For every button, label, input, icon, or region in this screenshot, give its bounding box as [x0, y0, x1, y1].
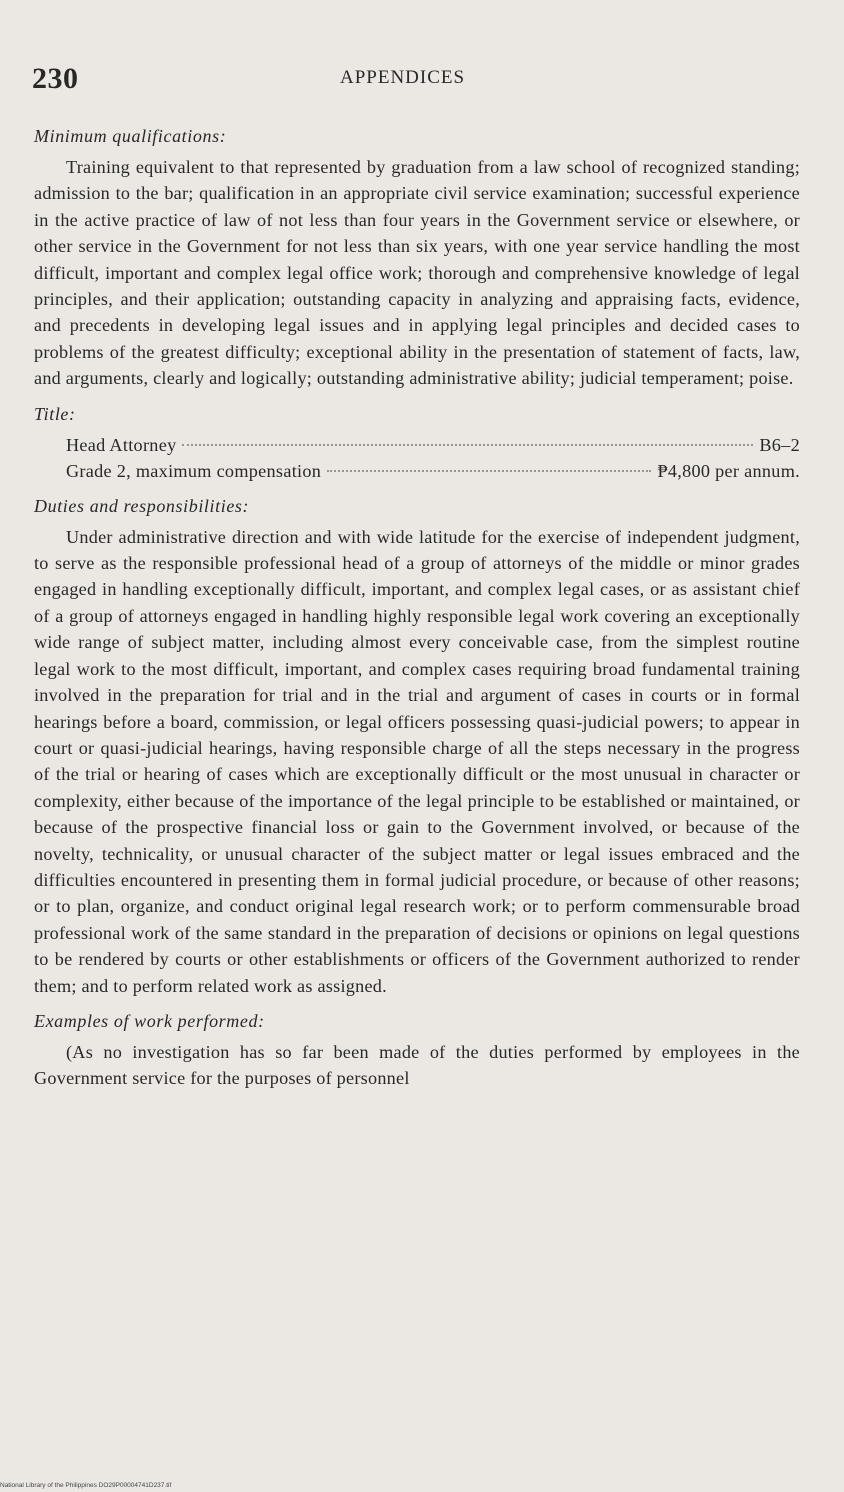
title-heading: Title: — [34, 403, 76, 424]
dot-leader — [182, 444, 753, 446]
title-row-label: Grade 2, maximum compensation — [66, 460, 322, 481]
examples-text: (As no investigation has so far been made of the duties performed by employees in the Government service for the purposes of personnel — [34, 1041, 800, 1089]
duties-heading: Duties and responsibilities: — [34, 495, 250, 516]
running-head: APPENDICES — [340, 67, 466, 88]
minimum-qualifications-heading: Minimum qualifications: — [34, 126, 227, 146]
page-number: 230 — [32, 62, 79, 95]
page-header — [30, 62, 810, 96]
title-row-value: ₱4,800 per annum. — [657, 460, 800, 481]
page-body — [34, 124, 800, 1102]
minimum-qualifications-text: Training equivalent to that represented by graduation from a law school of recognized standing; admission to the bar; qualification in an appropriate civil service examination; successful experience in the active practice of law of not less than four years in the Government service or elsewhere, or other service in the Government for not less than six years, with one year service handling the most difficult, important and complex legal office work; thorough and comprehensive knowledge of legal principles, and their application; outstanding capacity in analyzing and appraising facts, evidence, and precedents in developing legal issues and in applying legal principles and decided cases to problems of the greatest difficulty; exceptional ability in the presentation of statement of facts, law, and arguments, clearly and logically; outstanding administrative ability; judicial temperament; poise. — [34, 157, 800, 389]
title-table — [66, 432, 800, 484]
examples-heading: Examples of work performed: — [34, 1010, 265, 1031]
title-row — [66, 432, 800, 458]
archive-stamp: National Library of the Philippines DO29P00004741D237.tif — [0, 1482, 172, 1489]
title-row — [66, 458, 800, 484]
duties-text: Under administrative direction and with wide latitude for the exercise of independent judgment, to serve as the responsible professional head of a group of attorneys of the middle or minor grades engaged in handling exceptionally difficult, important, and complex legal cases, or as assistant chief of a group of attorneys engaged in handling highly responsible legal work covering an exceptionally wide range of subject matter, including almost every conceivable case, from the simplest routine legal work to the most difficult, important, and complex cases requiring broad fundamental training involved in the preparation for trial and in the trial and argument of cases in courts or in formal hearings before a board, commission, or legal officers possessing quasi-judicial powers; to appear in court or quasi-judicial hearings, having responsible charge of all the steps necessary in the progress of the trial or hearing of cases which are exceptionally difficult or the most unusual in character or complexity, either because of the importance of the legal principle to be established or maintained, or because of the prospective financial loss or gain to the Government involved, or because of the novelty, technicality, or unusual character of the subject matter or legal issues embraced and the difficulties encountered in presenting them in formal judicial procedure, or because of other reasons; or to plan, organize, and conduct original legal research work; or to perform commensurable broad professional work of the same standard in the preparation of decisions or opinions on legal questions to be rendered by courts or other establishments or officers of the Government authorized to render them; and to perform related work as assigned. — [34, 526, 800, 996]
title-row-label: Head Attorney — [66, 434, 177, 455]
title-row-value: B6–2 — [759, 434, 800, 455]
dot-leader — [327, 470, 651, 472]
